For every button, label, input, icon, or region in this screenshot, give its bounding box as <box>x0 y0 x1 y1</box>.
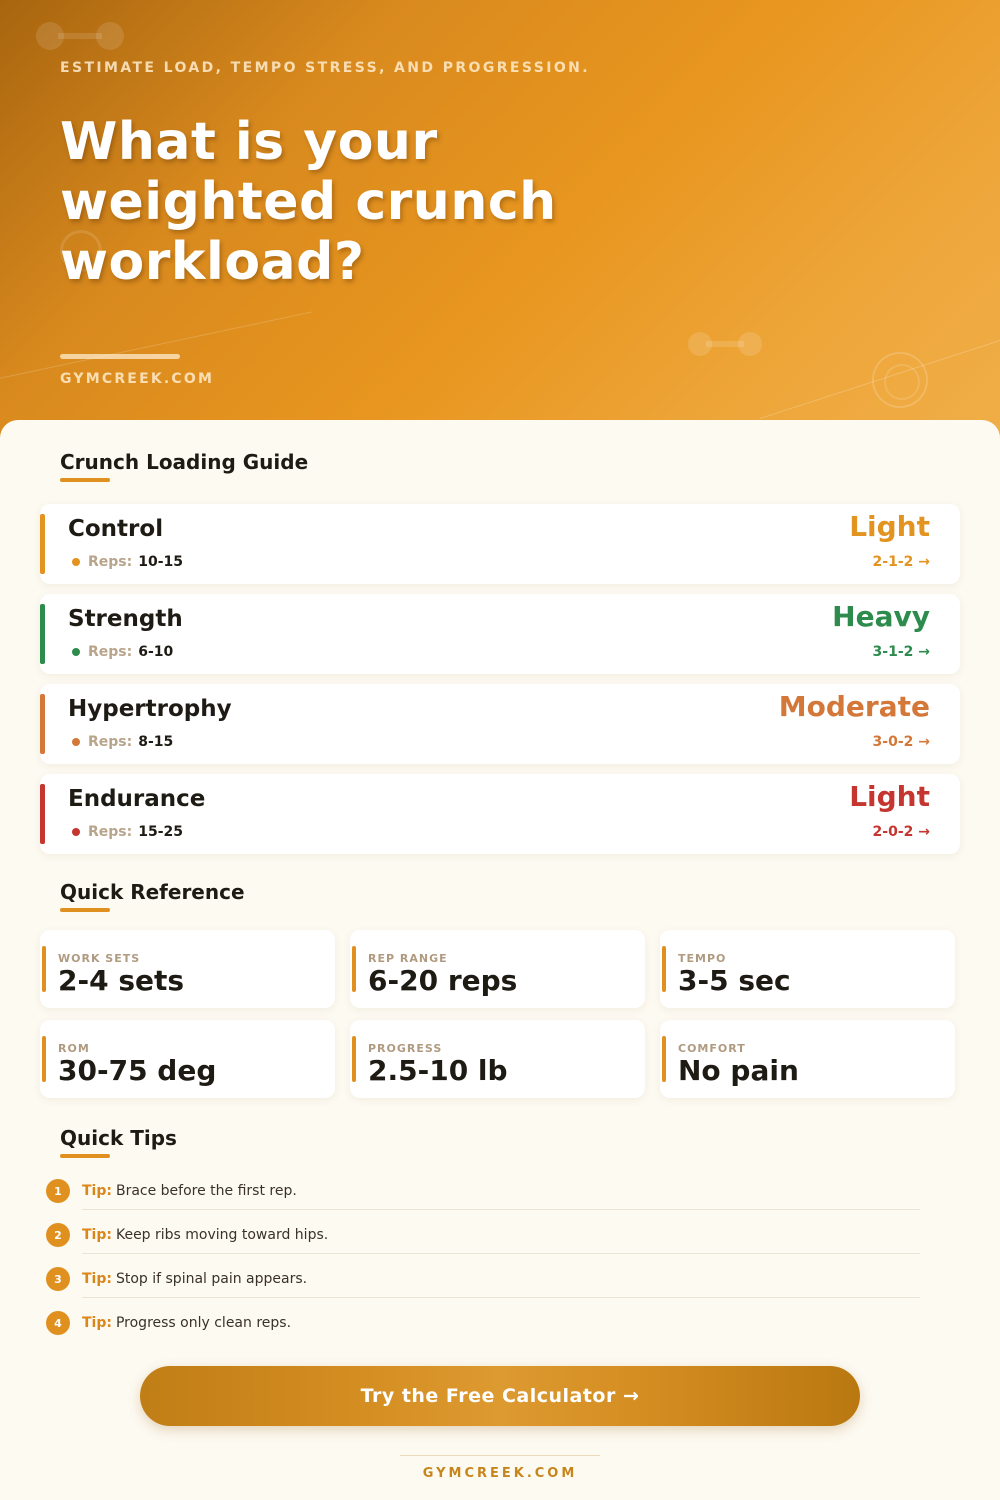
reference-card-rom <box>40 1020 335 1098</box>
hero-site-name: GYMCREEK.COM <box>60 371 215 387</box>
guide-tempo: 2-0-2 → <box>872 824 930 840</box>
reference-label: REP RANGE <box>368 952 448 965</box>
reference-card-work-sets <box>40 930 335 1008</box>
guide-name: Endurance <box>68 786 206 812</box>
tip-text <box>82 1183 297 1199</box>
guide-load: Moderate <box>778 690 930 723</box>
tip-item <box>46 1308 920 1352</box>
tip-body: Brace before the first rep. <box>115 1183 297 1199</box>
guide-load: Light <box>849 780 930 813</box>
reps-label: Reps: <box>88 734 133 750</box>
guide-list <box>40 504 960 864</box>
tip-divider <box>82 1297 920 1298</box>
reference-value: 2-4 sets <box>58 964 185 997</box>
guide-accent-bar <box>40 514 45 574</box>
guide-card-hypertrophy[interactable] <box>40 684 960 764</box>
tip-text <box>82 1227 328 1243</box>
bullet-icon <box>72 738 80 746</box>
weight-plate-icon <box>872 352 928 408</box>
guide-reps <box>72 554 183 570</box>
reps-label: Reps: <box>88 554 133 570</box>
guide-name: Control <box>68 516 164 542</box>
reference-label: TEMPO <box>678 952 727 965</box>
reference-accent-bar <box>662 1036 666 1082</box>
reference-label: PROGRESS <box>368 1042 443 1055</box>
tip-body: Progress only clean reps. <box>115 1315 292 1331</box>
guide-card-endurance[interactable] <box>40 774 960 854</box>
tip-body: Stop if spinal pain appears. <box>115 1271 308 1287</box>
tip-number-badge: 3 <box>46 1267 70 1291</box>
reps-value: 15-25 <box>138 824 184 840</box>
reps-value: 10-15 <box>138 554 184 570</box>
tips-section-title: Quick Tips <box>60 1126 177 1150</box>
guide-reps <box>72 824 183 840</box>
guide-tempo: 3-1-2 → <box>872 644 930 660</box>
reps-value: 8-15 <box>138 734 174 750</box>
guide-section-title: Crunch Loading Guide <box>60 450 309 474</box>
guide-tempo: 3-0-2 → <box>872 734 930 750</box>
content-panel <box>0 420 1000 1500</box>
tip-item <box>46 1176 920 1220</box>
hero-banner <box>0 0 1000 440</box>
section-underline <box>60 478 110 482</box>
tip-number-badge: 2 <box>46 1223 70 1247</box>
reference-accent-bar <box>662 946 666 992</box>
reference-section-title: Quick Reference <box>60 880 245 904</box>
guide-accent-bar <box>40 694 45 754</box>
footer-divider <box>400 1455 600 1456</box>
reps-label: Reps: <box>88 644 133 660</box>
footer-site-name: GYMCREEK.COM <box>422 1466 578 1481</box>
reference-card-tempo <box>660 930 955 1008</box>
reference-value: 30-75 deg <box>58 1054 217 1087</box>
reference-value: No pain <box>678 1054 799 1087</box>
reference-accent-bar <box>42 946 46 992</box>
tip-text <box>82 1315 291 1331</box>
tip-item <box>46 1220 920 1264</box>
hero-eyebrow: ESTIMATE LOAD, TEMPO STRESS, AND PROGRESSION. <box>60 60 590 76</box>
tip-divider <box>82 1209 920 1210</box>
bullet-icon <box>72 648 80 656</box>
guide-reps <box>72 644 173 660</box>
tip-text <box>82 1271 307 1287</box>
guide-reps <box>72 734 173 750</box>
reference-accent-bar <box>352 946 356 992</box>
guide-tempo: 2-1-2 → <box>872 554 930 570</box>
guide-card-control[interactable] <box>40 504 960 584</box>
guide-name: Hypertrophy <box>68 696 232 722</box>
guide-load: Light <box>849 510 930 543</box>
reference-card-comfort <box>660 1020 955 1098</box>
reference-value: 3-5 sec <box>678 964 791 997</box>
tip-item <box>46 1264 920 1308</box>
guide-accent-bar <box>40 604 45 664</box>
reference-label: ROM <box>58 1042 90 1055</box>
reps-label: Reps: <box>88 824 133 840</box>
section-underline <box>60 908 110 912</box>
reps-value: 6-10 <box>138 644 174 660</box>
tip-prefix: Tip: <box>82 1271 112 1287</box>
tip-body: Keep ribs moving toward hips. <box>115 1227 329 1243</box>
dumbbell-icon <box>688 332 762 356</box>
reference-accent-bar <box>42 1036 46 1082</box>
reference-value: 6-20 reps <box>368 964 518 997</box>
reference-label: WORK SETS <box>58 952 141 965</box>
hero-divider <box>60 354 180 359</box>
dumbbell-icon <box>36 22 124 50</box>
tip-number-badge: 1 <box>46 1179 70 1203</box>
reference-accent-bar <box>352 1036 356 1082</box>
tip-prefix: Tip: <box>82 1183 112 1199</box>
section-underline <box>60 1154 110 1158</box>
reference-card-rep-range <box>350 930 645 1008</box>
try-calculator-button[interactable]: Try the Free Calculator → <box>140 1366 860 1426</box>
guide-name: Strength <box>68 606 183 632</box>
reference-value: 2.5-10 lb <box>368 1054 508 1087</box>
tips-list <box>46 1176 920 1352</box>
page-title: What is your weighted crunch workload? <box>60 112 557 292</box>
bullet-icon <box>72 828 80 836</box>
tip-prefix: Tip: <box>82 1315 112 1331</box>
reference-card-progress <box>350 1020 645 1098</box>
tip-number-badge: 4 <box>46 1311 70 1335</box>
guide-card-strength[interactable] <box>40 594 960 674</box>
reference-label: COMFORT <box>678 1042 746 1055</box>
guide-load: Heavy <box>832 600 930 633</box>
tip-prefix: Tip: <box>82 1227 112 1243</box>
tip-divider <box>82 1253 920 1254</box>
bullet-icon <box>72 558 80 566</box>
guide-accent-bar <box>40 784 45 844</box>
